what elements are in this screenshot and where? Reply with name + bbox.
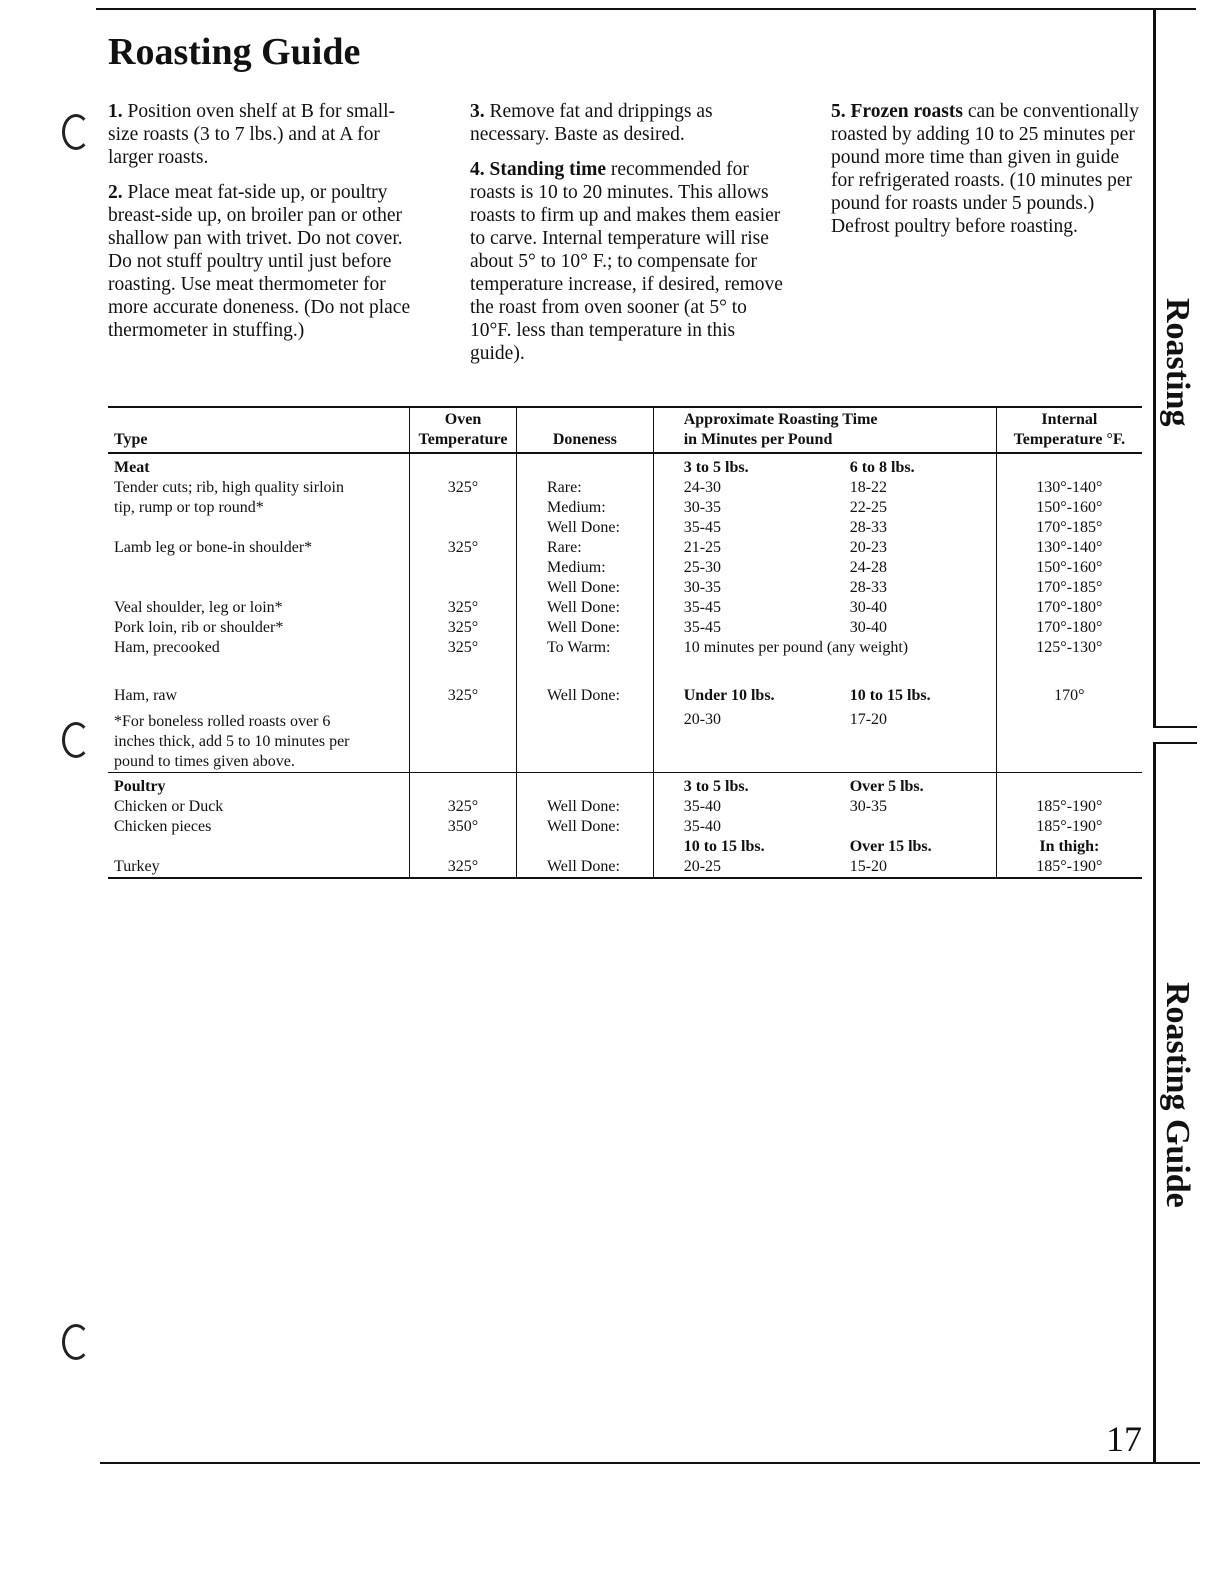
step-3: 3. Remove fat and drippings as necessary. Baste as desired. <box>470 101 713 145</box>
row-label: Tender cuts; rib, high quality sirloin <box>114 479 344 496</box>
col-header-oven-temp: Oven Temperature <box>410 407 517 453</box>
bottom-rule <box>100 1462 1200 1464</box>
col-header-internal-temp: Internal Temperature °F. <box>996 407 1142 453</box>
binder-hole-mark <box>62 722 90 758</box>
step-1: 1. Position oven shelf at B for small-size roasts (3 to 7 lbs.) and at A for larger roasts. <box>108 101 396 168</box>
row-label: Turkey <box>114 858 160 875</box>
instructions-column-1 <box>108 100 420 354</box>
side-tab-rule <box>1153 8 1156 728</box>
section-label-meat: Meat <box>114 459 150 476</box>
row-label: Lamb leg or bone-in shoulder* <box>114 539 313 556</box>
side-tab-roasting-guide: Roasting Guide <box>1159 982 1196 1208</box>
binder-hole-mark <box>62 114 90 150</box>
table-section-meat: Meat Tender cuts; rib, high quality sirloin tip, rump or top round* Lamb leg or bone-in shoulder* Veal shoulder, leg or loin* Pork loin, rib or shoulder* Ham, precooked Ham, raw *For boneless rolled roasts over 6 inches thick, add 5 to 10 minutes per pound to times given above. 325° 325° 325° 325° 325° 325° Rare: Medium: Well Done: Rare: Medium: Well Done: Well Done: Well Done: To Warm: Well Done: 3 to 5 lbs. 6 to 8 lbs. 24-30 18-22 30-35 22-25 35-45 28-33 21-25 20-23 25-30 24-28 30-35 28-33 35-45 30-40 35-45 30-40 10 minutes per pound (any weight) Under 10 lbs. 10 to 15 lbs. 20-30 17-20 130°-140° 150°-160° 170°-185° 130°-140° 150°-160° 170°-185° 170°-180° 170°-180° 125°-130° 170° <box>108 453 1142 773</box>
table-header-row <box>108 407 1142 453</box>
col-header-approx-time: Approximate Roasting Time in Minutes per Pound <box>653 407 996 453</box>
col-header-type: Type <box>114 431 148 448</box>
page-number: 17 <box>1106 1419 1142 1459</box>
footnote: inches thick, add 5 to 10 minutes per <box>114 733 350 750</box>
roasting-table <box>108 406 1142 879</box>
step-4: 4. Standing time recommended for roasts is 10 to 20 minutes. This allows roasts to firm up and makes them easier to carve. Internal temperature will rise about 5° to 10° F.; to compensate for temperature increase, if desired, remove the roast from oven sooner (at 5° to 10°F. less than temperature in this guide). <box>470 159 783 364</box>
row-label: Ham, raw <box>114 687 178 704</box>
footnote: *For boneless rolled roasts over 6 <box>114 713 331 730</box>
footnote: pound to times given above. <box>114 753 295 770</box>
side-tab-rule-2-top <box>1153 742 1197 744</box>
row-label: Veal shoulder, leg or loin* <box>114 599 283 616</box>
table-section-poultry: Poultry Chicken or Duck Chicken pieces Turkey 325° 350° 325° Well Done: Well Done: Well Done: 3 to 5 lbs. Over 5 lbs. 35-40 30-35 35-40 10 to 15 lbs. Over 15 lbs. 20-25 15-20 185°-190° 185°-190° In thigh: 185°-190° <box>108 773 1142 879</box>
side-tab-roasting: Roasting <box>1159 298 1196 427</box>
step-5: 5. Frozen roasts can be conventionally roasted by adding 10 to 25 minutes per pound more time than given in guide for refrigerated roasts. (10 minutes per pound for roasts under 5 pounds.) Defrost poultry before roasting. <box>831 101 1139 237</box>
side-tab-rule-2 <box>1153 742 1156 1464</box>
instructions-column-2 <box>470 100 790 377</box>
row-label: Chicken or Duck <box>114 798 224 815</box>
row-label: Ham, precooked <box>114 639 220 656</box>
row-label: tip, rump or top round* <box>114 499 264 516</box>
row-label: Pork loin, rib or shoulder* <box>114 619 284 636</box>
top-rule <box>96 8 1196 10</box>
side-tab-rule-bottom <box>1153 726 1197 728</box>
instructions-column-3 <box>831 100 1143 250</box>
section-label-poultry: Poultry <box>114 778 166 795</box>
col-header-doneness: Doneness <box>516 407 653 453</box>
step-2: 2. Place meat fat-side up, or poultry breast-side up, on broiler pan or other shallow pan with trivet. Do not cover. Do not stuff poultry until just before roasting. Use meat thermometer for more accurate doneness. (Do not place thermometer in stuffing.) <box>108 182 411 341</box>
page-title: Roasting Guide <box>108 31 361 73</box>
binder-hole-mark <box>62 1324 90 1360</box>
row-label: Chicken pieces <box>114 818 212 835</box>
